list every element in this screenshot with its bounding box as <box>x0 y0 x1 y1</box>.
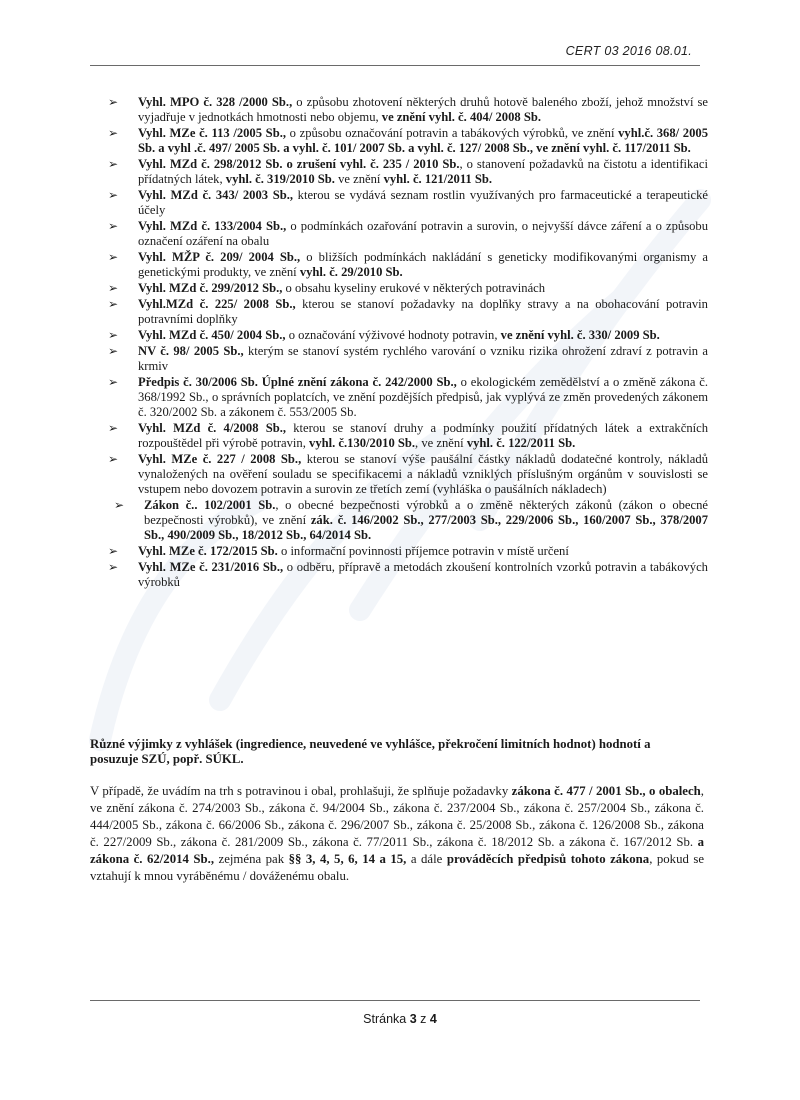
regulation-item <box>108 126 708 156</box>
regulation-item <box>108 95 708 125</box>
text-run: o způsobu zhotovení některých druhů hotově baleného zboží, jehož množství se vyjadřuje v jednotkách hmotnosti nebo objemu, <box>138 95 709 124</box>
regulation-item <box>108 188 708 218</box>
bold-text-run: Vyhl. MZd č. 450/ 2004 Sb., <box>138 328 286 342</box>
text-run: kterou se vydává seznam rostlin využívaných pro farmaceutické a terapeutické účely <box>138 188 708 217</box>
text-run: o podmínkách ozařování potravin a surovin, o nejvyšší dávce záření a o způsobu označení ozáření na obalu <box>138 219 708 248</box>
bold-text-run: Vyhl. MZd č. 4/2008 Sb., <box>138 421 287 435</box>
page-label: Stránka <box>363 1012 410 1026</box>
regulations-list <box>108 95 708 591</box>
regulation-item <box>108 560 708 590</box>
bold-text-run: Vyhl. MZe č. 231/2016 Sb., <box>138 560 284 574</box>
text-run: , o stanovení požadavků na čistotu a identifikaci přídatných látek, <box>138 157 708 186</box>
arrow-bullet-icon: ➢ <box>108 250 119 264</box>
page-current: 3 <box>409 1012 417 1026</box>
page-total: 4 <box>429 1012 437 1026</box>
arrow-bullet-icon: ➢ <box>108 281 119 295</box>
bold-text-run: Vyhl. MZe č. 227 / 2008 Sb., <box>138 452 302 466</box>
regulation-item <box>108 544 708 559</box>
regulation-item <box>108 328 708 343</box>
text-run: o odběru, přípravě a metodách zkoušení kontrolních vzorků potravin a tabákových výrobků <box>138 560 708 589</box>
arrow-bullet-icon: ➢ <box>108 157 119 171</box>
text-run: , o obecné bezpečnosti výrobků a o změně některých zákonů (zákon o obecné bezpečnosti výrobků), ve znění <box>144 498 708 527</box>
arrow-bullet-icon: ➢ <box>114 498 125 512</box>
bold-text-run: Předpis č. 30/2006 Sb. Úplné znění zákona č. 242/2000 Sb., <box>138 375 457 389</box>
arrow-bullet-icon: ➢ <box>108 344 119 358</box>
arrow-bullet-icon: ➢ <box>108 188 119 202</box>
bold-text-run: zák. č. 146/2002 Sb., 277/2003 Sb., 229/2006 Sb., 160/2007 Sb., 378/2007 Sb., 490/2009 Sb., 18/2012 Sb., 64/2014 Sb. <box>144 513 709 542</box>
arrow-bullet-icon: ➢ <box>108 219 119 233</box>
footer-divider <box>90 1000 700 1001</box>
text-run: o označování výživové hodnoty potravin, <box>285 328 501 342</box>
arrow-bullet-icon: ➢ <box>108 544 119 558</box>
bold-text-run: Zákon č.. 102/2001 Sb. <box>144 498 276 512</box>
bold-text-run: Vyhl. MZd č. 298/2012 Sb. o zrušení vyhl. č. 235 / 2010 Sb. <box>138 157 460 171</box>
arrow-bullet-icon: ➢ <box>108 328 119 342</box>
regulation-item <box>108 157 708 187</box>
arrow-bullet-icon: ➢ <box>108 95 119 109</box>
bold-text-run: zákona č. 477 / 2001 Sb., o obalech <box>511 784 701 798</box>
text-run: o obsahu kyseliny erukové v některých potravinách <box>282 281 546 295</box>
bold-text-run: Vyhl. MPO č. 328 /2000 Sb., <box>138 95 293 109</box>
bold-text-run: Vyhl. MZd č. 299/2012 Sb., <box>138 281 283 295</box>
bold-text-run: Vyhl. MZd č. 133/2004 Sb., <box>138 219 287 233</box>
bold-text-run: ve znění vyhl. č. 330/ 2009 Sb. <box>500 328 660 342</box>
text-run: , ve znění <box>415 436 467 450</box>
regulation-item <box>108 281 708 296</box>
bold-text-run: Vyhl. MŽP č. 209/ 2004 Sb., <box>138 250 301 264</box>
regulation-item <box>108 452 708 497</box>
document-code: CERT 03 2016 08.01. <box>565 44 692 58</box>
bold-text-run: §§ 3, 4, 5, 6, 14 a 15, <box>288 852 407 866</box>
text-run: V případě, že uvádím na trh s potravinou i obal, prohlašuji, že splňuje požadavky <box>90 784 512 798</box>
text-run: zejména pak <box>214 852 289 866</box>
text-run: o ekologickém zemědělství a o změně zákona č. 368/1992 Sb., o správních poplatcích, ve znění pozdějších předpisů, jak vyplývá ze změn provedených zákonem č. 320/2002 Sb. a zákonem č. 553/2005 Sb. <box>138 375 708 419</box>
bold-text-run: vyhl. č.130/2010 Sb. <box>309 436 416 450</box>
bold-text-run: a zákona č. 62/2014 Sb., <box>90 835 704 866</box>
bold-text-run: Vyhl.MZd č. 225/ 2008 Sb., <box>138 297 296 311</box>
text-run: kterou se stanoví druhy a podmínky použití přídatných látek a extrakčních rozpouštědel při výrobě potravin, <box>138 421 708 450</box>
text-run: , pokud se vztahují k mnou vyráběnému / dováženému obalu. <box>90 852 705 883</box>
bold-text-run: prováděcích předpisů tohoto zákona <box>446 852 650 866</box>
bold-text-run: vyhl.č. 368/ 2005 Sb. a vyhl .č. 497/ 2005 Sb. a vyhl. č. 101/ 2007 Sb. a vyhl. č. 127/ 2008 Sb., ve znění vyhl. č. 117/2011 Sb. <box>138 126 708 155</box>
regulation-item <box>108 498 708 543</box>
bold-text-run: Vyhl. MZe č. 113 /2005 Sb., <box>138 126 286 140</box>
bold-text-run: vyhl. č. 29/2010 Sb. <box>299 265 403 279</box>
text-run: kterým se stanoví systém rychlého varování o vzniku rizika ohrožení zdraví z potravin a krmiv <box>138 344 708 373</box>
regulation-item <box>108 421 708 451</box>
bold-text-run: Vyhl. MZe č. 172/2015 Sb. <box>138 544 278 558</box>
arrow-bullet-icon: ➢ <box>108 297 119 311</box>
header-divider <box>90 65 700 66</box>
arrow-bullet-icon: ➢ <box>108 560 119 574</box>
bold-text-run: NV č. 98/ 2005 Sb., <box>138 344 244 358</box>
regulation-item <box>108 219 708 249</box>
bold-text-run: ve znění vyhl. č. 404/ 2008 Sb. <box>381 110 541 124</box>
regulation-item <box>108 250 708 280</box>
text-run: o informační povinnosti příjemce potravin v místě určení <box>277 544 569 558</box>
text-run: ve znění <box>334 172 384 186</box>
arrow-bullet-icon: ➢ <box>108 452 119 466</box>
regulation-item <box>108 344 708 374</box>
regulation-item <box>108 375 708 420</box>
arrow-bullet-icon: ➢ <box>108 375 119 389</box>
text-run: , ve znění zákona č. 274/2003 Sb., zákona č. 94/2004 Sb., zákona č. 237/2004 Sb., zákona č. 257/2004 Sb., zákona č. 444/2005 Sb., zákona č. 66/2006 Sb., zákona č. 296/2007 Sb., zákona č. 25/2008 Sb., zákona č. 126/2008 Sb., zákona č. 227/2009 Sb., zákona č. 281/2009 Sb., zákona č. 77/2011 Sb., zákona č. 18/2012 Sb. a zákona č. 167/2012 Sb. <box>90 784 704 849</box>
regulation-item <box>108 297 708 327</box>
text-run: kterou se stanoví požadavky na doplňky stravy a na obohacování potravin potravními doplňky <box>138 297 708 326</box>
arrow-bullet-icon: ➢ <box>108 421 119 435</box>
page-footer <box>0 1012 800 1026</box>
arrow-bullet-icon: ➢ <box>108 126 119 140</box>
text-run: kterou se stanoví výše paušální částky nákladů dodatečné kontroly, nákladů vynaložených na ověření souladu se specifikacemi a nákladů vzniklých příslušným orgánům v souvislosti se vstupem nebo dovozem potravin a surovin ze třetích zemí (vyhláška o paušálních nákladech) <box>138 452 708 496</box>
bold-text-run: vyhl. č. 121/2011 Sb. <box>383 172 493 186</box>
packaging-declaration <box>90 783 704 885</box>
page-separator: z <box>416 1012 430 1026</box>
text-run: a dále <box>406 852 447 866</box>
exceptions-heading: Různé výjimky z vyhlášek (ingredience, neuvedené ve vyhlášce, překročení limitních hodnot) hodnotí a posuzuje SZÚ, popř. SÚKL. <box>90 737 651 766</box>
bold-text-run: vyhl. č. 122/2011 Sb. <box>466 436 576 450</box>
text-run: o způsobu označování potravin a tabákových výrobků, ve znění <box>286 126 619 140</box>
bold-text-run: vyhl. č. 319/2010 Sb. <box>225 172 335 186</box>
text-run: o bližších podmínkách nakládání s geneticky modifikovanými organismy a genetickými produkty, ve znění <box>138 250 708 279</box>
bold-text-run: Vyhl. MZd č. 343/ 2003 Sb., <box>138 188 294 202</box>
